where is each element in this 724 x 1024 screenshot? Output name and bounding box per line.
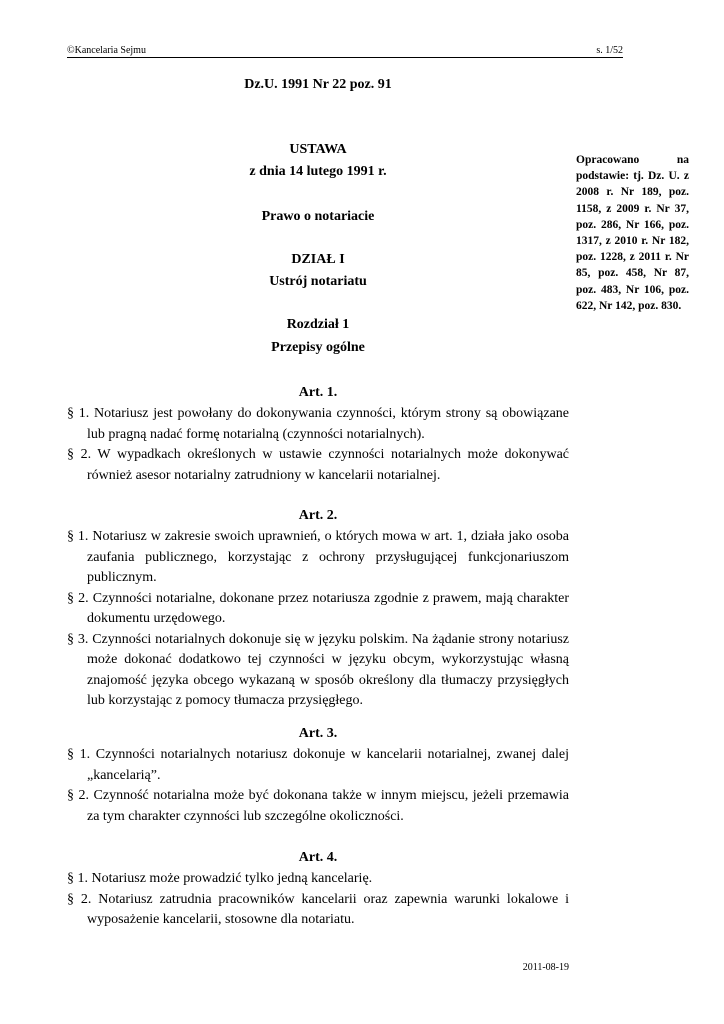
paragraph: § 1. Notariusz w zakresie swoich uprawnień, o których mowa w art. 1, działa jako osoba zaufania publicznego, korzystając z ochrony przysługującej funkcjonariuszom publicznym. [67,529,569,585]
article-title: Art. 3. [298,726,338,741]
article-2 [67,506,569,712]
paragraph: § 2. Notariusz zatrudnia pracowników kancelarii oraz zapewnia warunki lokalowe i wyposażenie kancelarii, stosowne dla notariatu. [67,891,569,927]
paragraph: § 3. Czynności notarialnych dokonuje się w języku polskim. Na żądanie strony notariusz może dokonać dodatkowo tej czynności w języku obcym, wykorzystując własną znajomość języka obcego wykazaną w sposób określony dla tłumaczy przysięgłych lub korzystając z pomocy tłumacza przysięgłego. [67,631,569,708]
chapter-name: Przepisy ogólne [271,340,365,355]
consolidation-note: Opracowano na podstawie: tj. Dz. U. z 2008 r. Nr 189, poz. 1158, z 2009 r. Nr 37, poz. 286, Nr 166, poz. 1317, z 2010 r. Nr 182, poz. 1228, z 2011 r. Nr 85, poz. 458, Nr 87, poz. 483, Nr 106, poz. 622, Nr 142, poz. 830. [576,154,689,312]
article-title: Art. 2. [298,508,338,523]
header-divider [67,57,623,58]
paragraph: § 2. Czynność notarialna może być dokonana także w innym miejscu, jeżeli przemawia za tym charakter czynności lub szczególne okoliczności. [67,788,569,824]
footer-date: 2011-08-19 [522,962,569,973]
paragraph: § 1. Notariusz jest powołany do dokonywania czynności, którym strony są obowiązane lub pragną nadać formę notarialną (czynności notarialnych). [67,406,569,442]
chapter-label: Rozdział 1 [286,317,350,332]
paragraph: § 1. Czynności notarialnych notariusz dokonuje w kancelarii notarialnej, zwanej dalej „kancelarią”. [67,747,569,783]
act-date: z dnia 14 lutego 1991 r. [249,164,387,179]
article-3 [67,724,569,827]
page-number: s. 1/52 [596,45,623,56]
article-title: Art. 1. [298,385,338,400]
article-4 [67,848,569,931]
section-name: Ustrój notariatu [269,274,367,289]
paragraph: § 2. W wypadkach określonych w ustawie czynności notarialnych może dokonywać również asesor notarialny zatrudniony w kancelarii notarialnej. [67,447,569,483]
article-title: Art. 4. [298,850,338,865]
header-source: ©Kancelaria Sejmu [67,45,146,56]
paragraph: § 1. Notariusz może prowadzić tylko jedną kancelarię. [67,871,373,886]
act-name: Prawo o notariacie [261,209,375,224]
paragraph: § 2. Czynności notarialne, dokonane przez notariusza zgodnie z prawem, mają charakter dokumentu urzędowego. [67,590,569,626]
article-1 [67,383,569,486]
section-label: DZIAŁ I [291,252,345,267]
act-type: USTAWA [289,142,347,157]
doc-reference: Dz.U. 1991 Nr 22 poz. 91 [244,77,392,92]
